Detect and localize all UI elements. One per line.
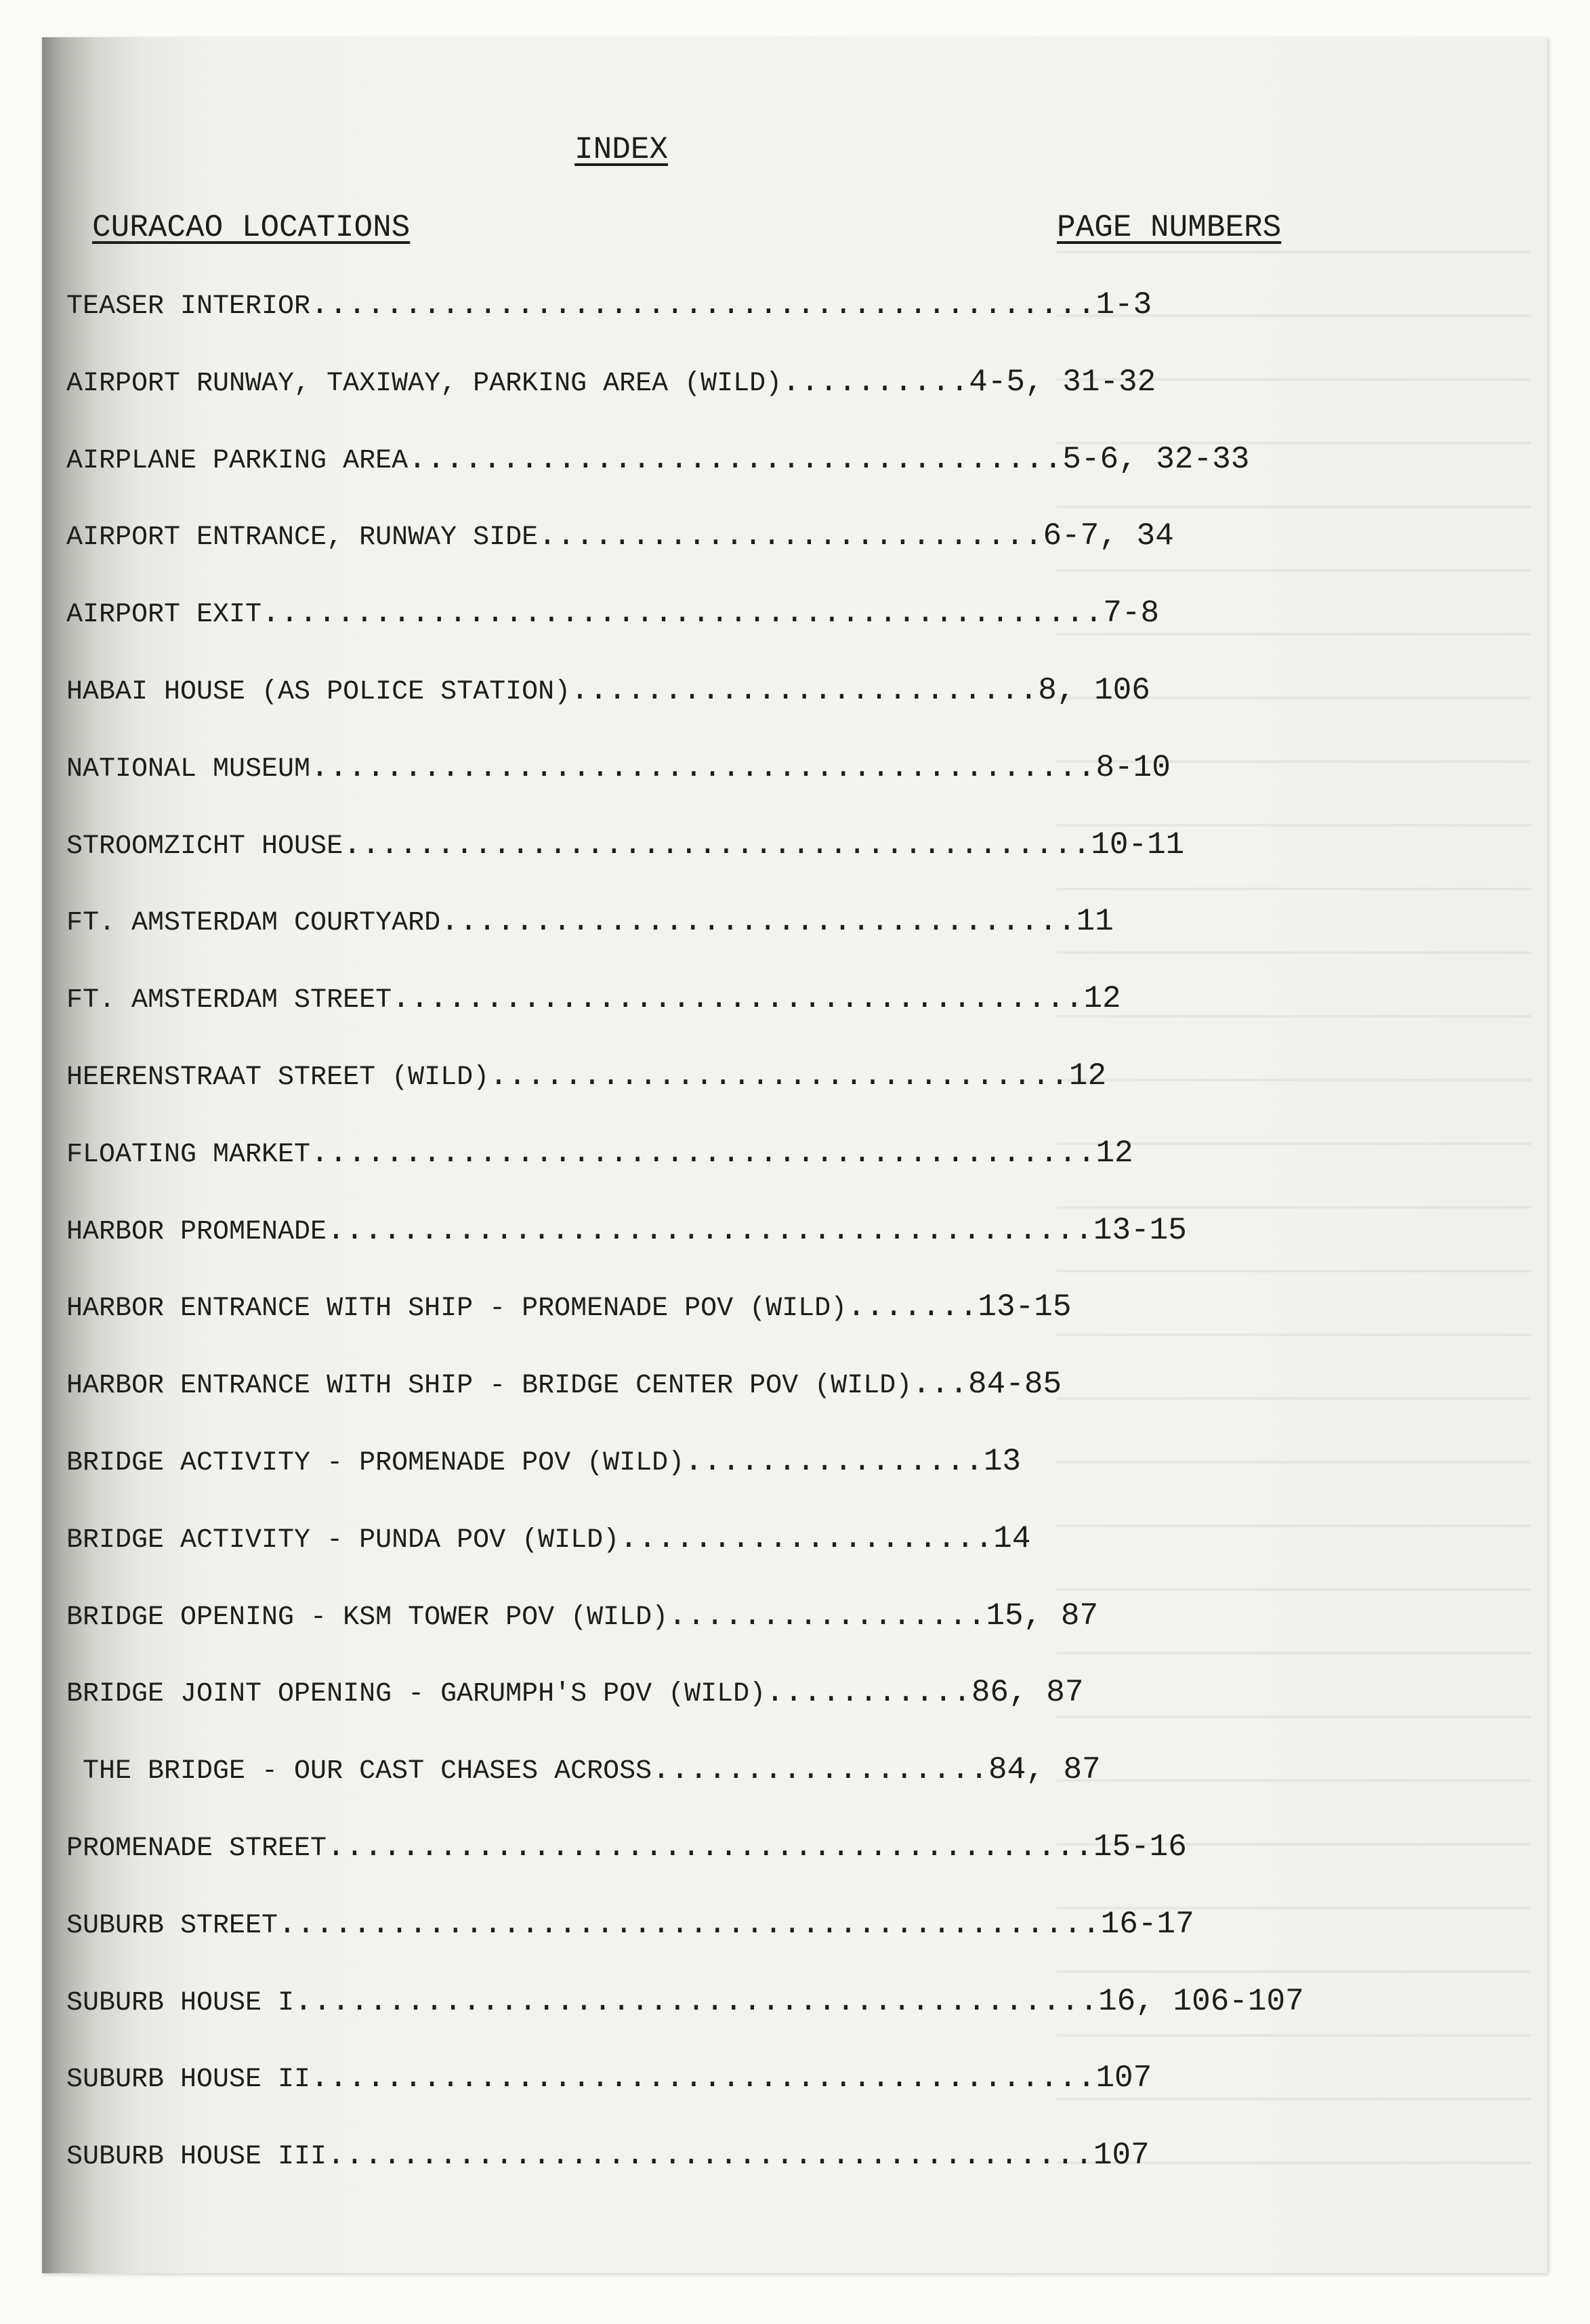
- entry-page-numbers: 12: [1083, 981, 1121, 1017]
- entry-location: SUBURB STREET: [66, 1910, 278, 1941]
- entry-leader-dots: ..................................: [440, 904, 1076, 940]
- entry-location: SUBURB HOUSE II: [66, 2064, 311, 2096]
- index-entry: [66, 825, 1421, 902]
- entry-page-numbers: 7-8: [1103, 596, 1160, 631]
- entry-leader-dots: ..........................................: [310, 1135, 1096, 1171]
- index-entry: [66, 1904, 1421, 1981]
- entry-page-numbers: 14: [993, 1520, 1031, 1556]
- entry-leader-dots: ....................: [619, 1520, 994, 1556]
- index-entry: [66, 516, 1421, 593]
- entry-page-numbers: 4-5, 31-32: [969, 364, 1156, 400]
- index-entry: [66, 747, 1421, 825]
- index-entry: [66, 1056, 1421, 1133]
- entry-page-numbers: 10-11: [1091, 827, 1185, 863]
- index-entry: [66, 1133, 1421, 1210]
- entry-page-numbers: 15-16: [1093, 1829, 1187, 1865]
- index-entry: [66, 670, 1421, 747]
- entry-leader-dots: ..........................................: [310, 2060, 1096, 2096]
- index-entry: [66, 1210, 1421, 1287]
- entry-leader-dots: .................: [668, 1598, 986, 1634]
- entry-location: AIRPORT RUNWAY, TAXIWAY, PARKING AREA (WILD): [66, 368, 782, 399]
- index-entry: [66, 901, 1421, 978]
- entry-page-numbers: 84, 87: [988, 1752, 1101, 1788]
- entry-leader-dots: ........................................: [343, 827, 1091, 863]
- index-entry: [66, 2058, 1421, 2135]
- entry-page-numbers: 86, 87: [971, 1675, 1084, 1711]
- entry-page-numbers: 107: [1093, 2138, 1150, 2174]
- entry-leader-dots: .............................................: [261, 596, 1104, 631]
- entry-leader-dots: .......: [847, 1289, 978, 1325]
- entry-location: HABAI HOUSE (AS POLICE STATION): [66, 676, 571, 707]
- entry-leader-dots: ...........................: [538, 518, 1043, 554]
- entry-page-numbers: 6-7, 34: [1043, 518, 1174, 554]
- entry-location: FT. AMSTERDAM STREET: [66, 985, 392, 1016]
- index-entry: [66, 1596, 1421, 1673]
- entry-location: BRIDGE JOINT OPENING - GARUMPH'S POV (WILD): [66, 1679, 766, 1710]
- index-entry: [66, 593, 1421, 670]
- index-entry: [66, 285, 1421, 362]
- index-entry: [66, 1441, 1421, 1518]
- entry-leader-dots: .........................................: [327, 1212, 1093, 1248]
- index-entries-list: [66, 285, 1421, 2212]
- entry-location: BRIDGE OPENING - KSM TOWER POV (WILD): [66, 1602, 669, 1633]
- entry-page-numbers: 13: [983, 1443, 1022, 1479]
- index-entry: [66, 1287, 1421, 1364]
- entry-location: BRIDGE ACTIVITY - PUNDA POV (WILD): [66, 1524, 620, 1556]
- entry-page-numbers: 12: [1068, 1058, 1107, 1094]
- entry-location: HARBOR ENTRANCE WITH SHIP - BRIDGE CENTER POV (WILD): [66, 1371, 913, 1402]
- entry-leader-dots: .........................................: [327, 1829, 1093, 1865]
- entry-location: PROMENADE STREET: [66, 1833, 327, 1864]
- entry-page-numbers: 8, 106: [1038, 672, 1150, 708]
- entry-leader-dots: .........................: [570, 672, 1039, 708]
- index-entry: [66, 2135, 1421, 2212]
- entry-location: TEASER INTERIOR: [66, 291, 311, 322]
- entry-page-numbers: 5-6, 32-33: [1062, 441, 1250, 477]
- index-entry: [66, 978, 1421, 1056]
- page-numbers-column-header: PAGE NUMBERS: [1057, 210, 1282, 245]
- locations-column-header: CURACAO LOCATIONS: [92, 210, 411, 245]
- entry-location: SUBURB HOUSE III: [66, 2142, 327, 2173]
- entry-location: AIRPLANE PARKING AREA: [66, 445, 409, 476]
- entry-leader-dots: ..........................................: [310, 749, 1096, 785]
- entry-leader-dots: ...............................: [489, 1058, 1069, 1094]
- entry-leader-dots: ..................: [652, 1752, 989, 1788]
- entry-leader-dots: ...........................................: [294, 1983, 1099, 2019]
- entry-location: THE BRIDGE - OUR CAST CHASES ACROSS: [66, 1756, 652, 1787]
- entry-page-numbers: 15, 87: [986, 1598, 1099, 1634]
- entry-page-numbers: 84-85: [968, 1367, 1062, 1403]
- entry-leader-dots: ...........: [766, 1675, 971, 1711]
- index-entry: [66, 362, 1421, 439]
- entry-location: HARBOR PROMENADE: [66, 1216, 327, 1247]
- index-title: INDEX: [574, 132, 669, 167]
- entry-page-numbers: 16, 106-107: [1098, 1983, 1304, 2019]
- entry-leader-dots: ..........................................: [310, 287, 1096, 323]
- entry-leader-dots: ...................................: [408, 441, 1063, 477]
- entry-location: HEERENSTRAAT STREET (WILD): [66, 1062, 490, 1093]
- entry-leader-dots: ............................................: [278, 1906, 1101, 1942]
- entry-page-numbers: 12: [1095, 1135, 1133, 1171]
- entry-location: HARBOR ENTRANCE WITH SHIP - PROMENADE POV (WILD): [66, 1293, 848, 1325]
- entry-leader-dots: ................: [684, 1443, 984, 1479]
- entry-location: SUBURB HOUSE I: [66, 1987, 295, 2018]
- entry-leader-dots: ...: [912, 1367, 969, 1403]
- entry-location: AIRPORT ENTRANCE, RUNWAY SIDE: [66, 522, 539, 554]
- index-entry: [66, 1749, 1421, 1827]
- entry-page-numbers: 8-10: [1095, 749, 1171, 785]
- index-entry: [66, 1827, 1421, 1904]
- entry-leader-dots: ..........: [782, 364, 969, 400]
- entry-page-numbers: 13-15: [1093, 1212, 1187, 1248]
- entry-leader-dots: .........................................: [327, 2138, 1093, 2174]
- index-entry: [66, 1981, 1421, 2058]
- index-entry: [66, 1672, 1421, 1749]
- entry-page-numbers: 11: [1076, 904, 1114, 940]
- entry-page-numbers: 16-17: [1100, 1906, 1194, 1942]
- entry-page-numbers: 107: [1095, 2060, 1152, 2096]
- index-entry: [66, 1364, 1421, 1441]
- entry-page-numbers: 1-3: [1095, 287, 1152, 323]
- entry-location: AIRPORT EXIT: [66, 600, 262, 631]
- entry-location: FLOATING MARKET: [66, 1139, 311, 1170]
- entry-location: STROOMZICHT HOUSE: [66, 831, 343, 862]
- entry-location: BRIDGE ACTIVITY - PROMENADE POV (WILD): [66, 1447, 685, 1478]
- index-entry: [66, 439, 1421, 516]
- entry-location: FT. AMSTERDAM COURTYARD: [66, 908, 441, 939]
- entry-page-numbers: 13-15: [978, 1289, 1072, 1325]
- entry-location: NATIONAL MUSEUM: [66, 753, 311, 785]
- index-entry: [66, 1518, 1421, 1596]
- entry-leader-dots: .....................................: [392, 981, 1084, 1017]
